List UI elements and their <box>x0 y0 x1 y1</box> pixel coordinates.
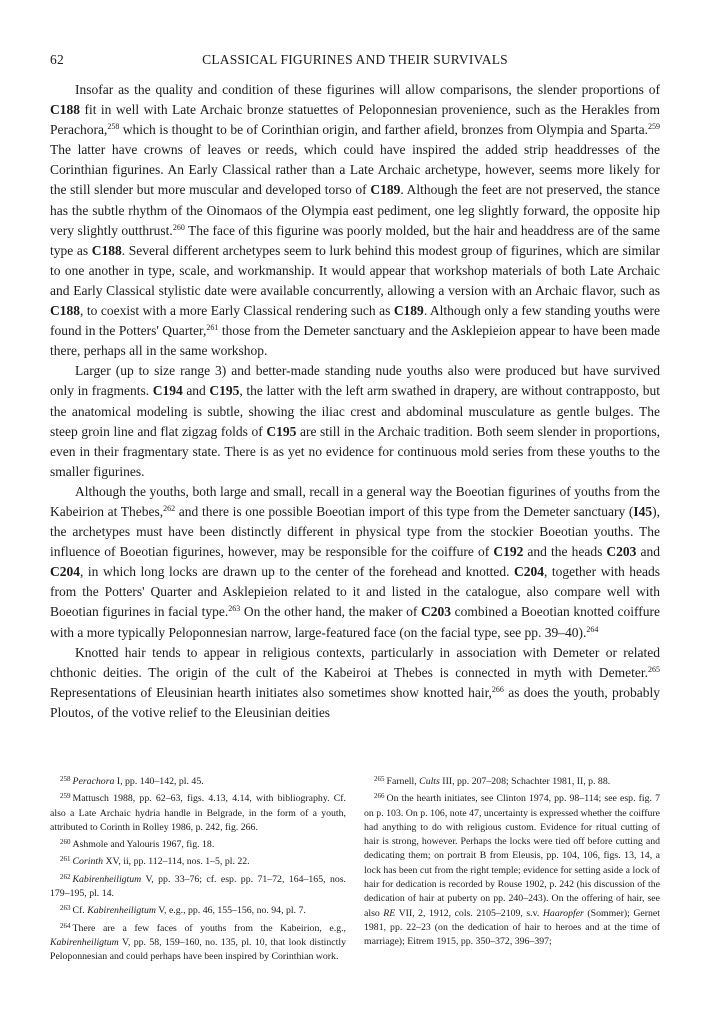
catalogue-ref: C189 <box>393 303 424 319</box>
text-run: Farnell, <box>386 776 420 787</box>
text-run: are still in the Archaic tradition. Both seem slender in proportions, even in their fragmentary state. There is as yet no evidence for continuous mold series from these youths to the smaller figurines. <box>50 423 661 479</box>
footnote <box>364 789 660 949</box>
text-run: The face of this figurine was poorly molded, but the hair and headdress are of the same type as <box>50 222 660 258</box>
text-run: Insofar as the quality and condition of these figurines will allow comparisons, the slender proportions of <box>75 82 660 97</box>
catalogue-ref: C203 <box>606 544 637 560</box>
footnote <box>50 919 346 965</box>
paragraph <box>50 643 660 723</box>
italic-title: Kabirenheiligtum <box>72 873 142 885</box>
footnote-number: 262 <box>60 872 71 881</box>
text-run: Mattusch 1988, pp. 62–63, figs. 4.13, 4.14, with bibliography. Cf. also a Late Archaic hydria handle in Belgrade, in the form of a youth, attributed to Corinth in Rolley 1986, p. 242, fig. 266. <box>50 793 346 833</box>
catalogue-ref: C188 <box>91 242 122 258</box>
text-run: and there is one possible Boeotian import of this type from the Demeter sanctuary ( <box>175 503 634 519</box>
catalogue-ref: C204 <box>514 564 545 580</box>
footnote-ref: 258 <box>107 122 120 132</box>
text-run: On the other hand, the maker of <box>240 604 421 620</box>
footnote-number: 264 <box>60 921 71 930</box>
catalogue-ref: C204 <box>50 564 80 580</box>
catalogue-ref: C203 <box>420 604 451 620</box>
footnote <box>50 870 346 902</box>
footnote-number: 266 <box>374 792 385 801</box>
text-run: On the hearth initiates, see Clinton 1974, pp. 98–114; see esp. fig. 7 on p. 103. On p. 106, note 47, uncertainty is expressed whether the coiffure had anything to do with religious custom. Evidence for ritual cutting of hair is strong, however. Perhaps the locks were tied off before cutting and dedicating them; on portrait B from Eleusis, pp. 104, 106, figs. 13, 14, a lock has been cut from the right temple; evidence for setting aside a lock of hair for dedication is recorded by Rouse 1902, p. 242 (his discussion of the dedication of hair at puberty on pp. 240–243). On the offering of hair, see also <box>364 793 660 919</box>
italic-title: Kabirenheiligtum <box>50 936 119 948</box>
text-run: V, e.g., pp. 46, 155–156, no. 94, pl. 7. <box>155 905 306 917</box>
text-run: as does the youth, probably Ploutos, of the votive relief to the Eleusinian deities <box>50 684 660 720</box>
catalogue-ref: C188 <box>50 102 80 118</box>
footnote-number: 259 <box>60 792 71 801</box>
text-run: fit in well with Late Archaic bronze statuettes of Peloponnesian provenience, such as the Herakles from Perachora, <box>50 102 660 138</box>
paragraph <box>50 482 660 643</box>
footnote <box>50 901 346 918</box>
footnote-ref: 260 <box>172 222 185 232</box>
text-run: Representations of Eleusinian hearth initiates also sometimes show knotted hair, <box>50 684 492 700</box>
text-run: Although the youths, both large and small, recall in a general way the Boeotian figurines of youths from the Kabeirion at Thebes, <box>50 483 660 519</box>
catalogue-ref: C189 <box>370 182 401 198</box>
text-run: (Sommer); Gernet 1981, pp. 22–23 (on the dedication of hair to heroes and at the time of marriage); Eitrem 1915, pp. 350–372, 396–397; <box>364 907 660 948</box>
text-run: VII, 2, 1912, cols. 2105–2109, s.v. <box>395 907 543 919</box>
text-run: , in which long locks are drawn up to the center of the forehead and knotted. <box>80 564 515 580</box>
text-run: Cf. <box>72 905 88 917</box>
footnote <box>50 789 346 835</box>
text-run: XV, ii, pp. 112–114, nos. 1–5, pl. 22. <box>103 856 250 868</box>
footnote-ref: 259 <box>648 122 660 132</box>
text-run: , together with heads from the Potters' Quarter and Asklepieion related to it and listed in the catalogue, also compare well with Boeotian figurines in facial type. <box>50 564 660 620</box>
page-number: 62 <box>50 52 64 67</box>
footnote-number: 258 <box>60 775 71 783</box>
text-run: . Several different archetypes seem to lurk behind this modest group of figurines, which are similar to one another in type, scale, and workmanship. It would appear that workshop materials of both Late Archaic and Early Classical stylistic date were available concurrently, allowing a version with an Archaic flavor, such as <box>50 242 660 298</box>
text-run: I, pp. 140–142, pl. 45. <box>114 776 204 787</box>
footnote <box>50 835 346 852</box>
italic-title: Kabirenheiligtum <box>87 905 156 917</box>
text-run: which is thought to be of Corinthian origin, and farther afield, bronzes from Olympia and Sparta. <box>119 122 648 138</box>
text-run: V, pp. 58, 159–160, no. 135, pl. 10, that look distinctly Peloponnesian and could perhaps have been inspired by Corinthian work. <box>50 936 346 963</box>
page-header <box>50 52 660 70</box>
text-run: those from the Demeter sanctuary and the Asklepieion appear to have been made there, perhaps all in the same workshop. <box>50 323 660 359</box>
text-run: III, pp. 207–208; Schachter 1981, II, p. 88. <box>439 776 611 787</box>
italic-title: Cults <box>419 776 440 787</box>
text-run: Knotted hair tends to appear in religious contexts, particularly in association with Demeter or related chthonic deities. The origin of the cult of the Kabeiroi at Thebes is connected in myth with Demeter. <box>50 644 660 680</box>
footnote-number: 261 <box>60 855 71 864</box>
footnote <box>50 852 346 869</box>
catalogue-ref: I45 <box>633 503 653 519</box>
italic-title: Perachora <box>72 776 115 787</box>
italic-title: RE <box>383 907 396 919</box>
text-run: . Although only a few standing youths were found in the Potters' Quarter, <box>50 303 661 339</box>
footnote-number: 263 <box>60 904 71 913</box>
paragraph <box>50 80 660 361</box>
footnote <box>50 772 346 789</box>
footnote-ref: 263 <box>228 604 241 614</box>
text-run: ), the archetypes must have been distinctly different in physical type from the stockier Boeotian youths. The influence of Boeotian figurines, however, may be responsible for the coiffure of <box>50 503 660 560</box>
text-run: Ashmole and Yalouris 1967, fig. 18. <box>72 839 215 851</box>
catalogue-ref: C188 <box>50 303 80 319</box>
footnote-ref: 264 <box>586 624 599 634</box>
footnotes-right-column <box>364 772 660 950</box>
footnote-ref: 261 <box>206 323 219 333</box>
text-run: and <box>636 544 660 560</box>
footnote-ref: 266 <box>491 684 504 694</box>
catalogue-ref: C195 <box>209 383 240 399</box>
text-run: , to coexist with a more Early Classical rendering such as <box>80 303 394 319</box>
italic-title: Corinth <box>72 856 103 868</box>
text-run: combined a Boeotian knotted coiffure with a more typically Peloponnesian narrow, large-featured face (on the facial type, see pp. 39–40). <box>50 604 660 640</box>
footnote-number: 260 <box>60 838 71 847</box>
catalogue-ref: C195 <box>266 423 297 439</box>
catalogue-ref: C192 <box>493 544 524 560</box>
footnote-ref: 262 <box>163 503 176 513</box>
text-run: There are a few faces of youths from the Kabeirion, e.g., <box>72 922 346 934</box>
text-run: Larger (up to size range 3) and better-made standing nude youths also were produced but have survived only in fragments. <box>50 363 660 399</box>
footnote <box>364 772 660 789</box>
footnotes-left-column <box>50 772 346 965</box>
text-run: and <box>182 383 210 399</box>
text-run: , the latter with the left arm swathed in drapery, are without contrapposto, but the anatomical modeling is subtle, showing the iliac crest and abdominal musculature as gentle bulges. The steep groin line and flat zigzag folds of <box>50 383 661 439</box>
catalogue-ref: C194 <box>152 383 183 399</box>
text-run: . Although the feet are not preserved, the stance has the subtle rhythm of the Oinomaos of the Olympia east pediment, one leg slightly forward, the opposite hip very slightly outthrust. <box>50 182 661 238</box>
paragraph <box>50 361 660 482</box>
italic-title: Haaropfer <box>542 907 584 919</box>
text-run: and the heads <box>523 544 607 560</box>
main-text <box>50 80 660 723</box>
text-run: V, pp. 33–76; cf. esp. pp. 71–72, 164–165, nos. 179–195, pl. 14. <box>50 873 346 900</box>
text-run: The latter have crowns of leaves or reeds, which could have inspired the added strip headdresses of the Corinthian figurines. An Early Classical rather than a Late Archaic archetype, however, seems more likely for the still slender but more muscular and developed torso of <box>50 142 660 198</box>
running-title: CLASSICAL FIGURINES AND THEIR SURVIVALS <box>202 52 508 67</box>
footnote-number: 265 <box>374 775 385 783</box>
footnote-ref: 265 <box>648 664 660 674</box>
